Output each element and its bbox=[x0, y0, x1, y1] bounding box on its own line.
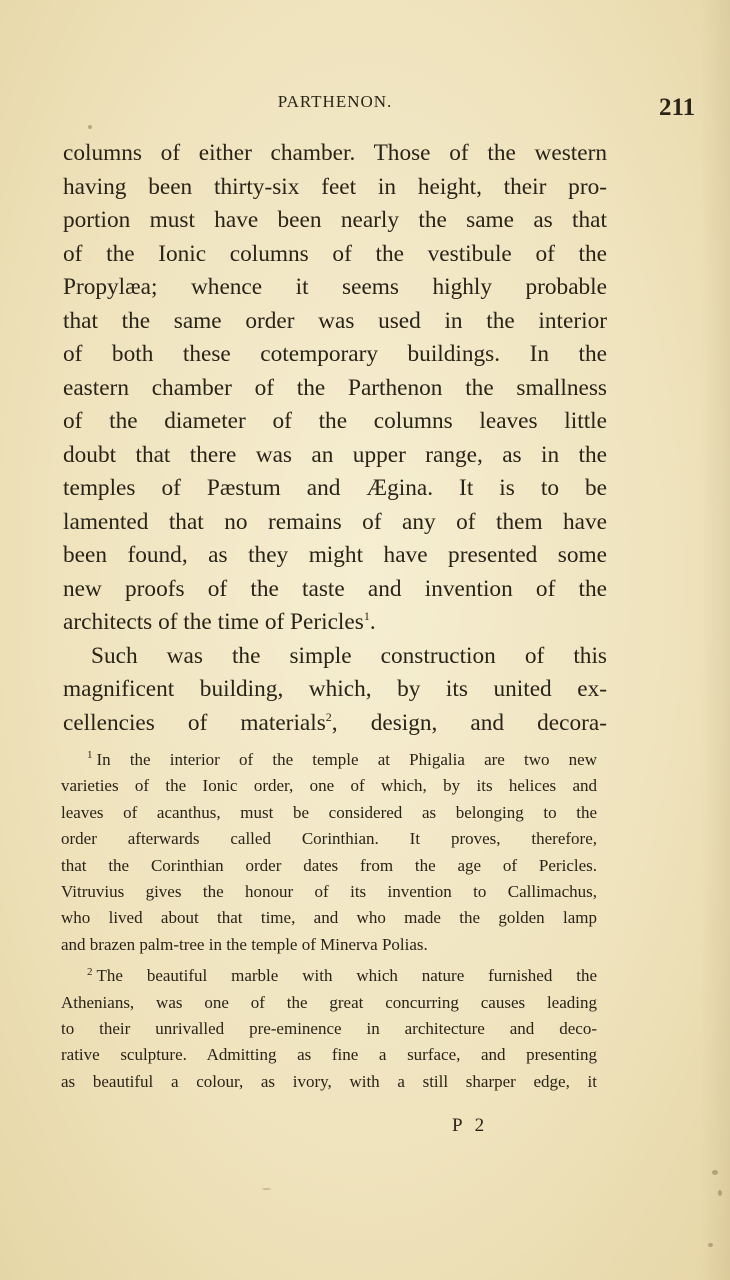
footnote-2 bbox=[61, 963, 597, 1095]
footnote-line: that the Corinthian order dates from the age of Pericles. bbox=[61, 855, 597, 875]
body-line: been found, as they might have presented some bbox=[63, 542, 607, 568]
body-line: of the diameter of the columns leaves little bbox=[63, 408, 607, 434]
footnote-line: to their unrivalled pre-eminence in architecture and deco- bbox=[61, 1019, 597, 1039]
paper-speck bbox=[708, 1243, 713, 1247]
body-line: that the same order was used in the interior bbox=[63, 307, 607, 334]
body-line: of the Ionic columns of the vestibule of the bbox=[63, 240, 607, 267]
footnote-line: Vitruvius gives the honour of its invention to Callimachus, bbox=[61, 882, 597, 902]
body-line: having been thirty-six feet in height, their pro- bbox=[63, 173, 607, 200]
footnote-reference-1: 1 bbox=[363, 609, 370, 624]
footnote-text: The beautiful marble with which nature furnished the bbox=[96, 966, 597, 986]
paper-speck bbox=[712, 1170, 718, 1175]
body-line-text: architects of the time of Pericles bbox=[63, 609, 364, 635]
footnote-line: order afterwards called Corinthian. It proves, therefore, bbox=[61, 829, 597, 849]
paper-speck bbox=[88, 125, 92, 129]
body-line: lamented that no remains of any of them have bbox=[63, 508, 607, 535]
footnote-line: who lived about that time, and who made the golden lamp bbox=[61, 908, 597, 928]
footnote-line: rative sculpture. Admitting as fine a surface, and presenting bbox=[61, 1045, 597, 1065]
body-line: columns of either chamber. Those of the western bbox=[63, 140, 607, 166]
body-line-paragraph-start: Such was the simple construction of this bbox=[91, 642, 607, 669]
body-line-period: . bbox=[369, 609, 376, 635]
body-line: portion must have been nearly the same as that bbox=[63, 207, 607, 233]
body-line: doubt that there was an upper range, as in the bbox=[63, 441, 607, 468]
footnote-line: varieties of the Ionic order, one of which, by its helices and bbox=[61, 776, 597, 796]
footnote-line bbox=[61, 963, 597, 989]
footnote-line: Athenians, was one of the great concurring causes leading bbox=[61, 992, 597, 1012]
page-number: 211 bbox=[659, 94, 696, 121]
footnote-text: In the interior of the temple at Phigalia are two new bbox=[96, 750, 597, 769]
body-line: temples of Pæstum and Ægina. It is to be bbox=[63, 475, 607, 501]
footnote-1 bbox=[61, 747, 597, 958]
body-line: eastern chamber of the Parthenon the smallness bbox=[63, 374, 607, 401]
body-text bbox=[63, 137, 607, 740]
paper-speck bbox=[718, 1190, 722, 1196]
body-line-text: , design, and decora- bbox=[331, 709, 607, 736]
paper-speck bbox=[262, 1188, 271, 1190]
footnote-marker: 2 bbox=[87, 965, 93, 978]
signature-mark: P 2 bbox=[452, 1115, 489, 1136]
body-line: new proofs of the taste and invention of the bbox=[63, 575, 607, 602]
footnote-reference-2: 2 bbox=[325, 709, 332, 724]
footnote-marker: 1 bbox=[87, 749, 93, 762]
body-line bbox=[63, 707, 607, 741]
body-line-paragraph-end bbox=[63, 606, 607, 640]
body-line: magnificent building, which, by its united ex- bbox=[63, 676, 607, 702]
footnote-line: as beautiful a colour, as ivory, with a still sharper edge, it bbox=[61, 1071, 597, 1091]
footnote-line bbox=[61, 747, 597, 773]
footnotes bbox=[61, 747, 597, 1100]
running-head: PARTHENON. bbox=[277, 92, 393, 111]
footnote-line: and brazen palm-tree in the temple of Minerva Polias. bbox=[61, 934, 428, 954]
body-line: of both these cotemporary buildings. In the bbox=[63, 341, 607, 367]
body-line: Propylæa; whence it seems highly probable bbox=[63, 274, 607, 300]
page-edge-shadow bbox=[700, 0, 730, 1280]
footnote-line: leaves of acanthus, must be considered as belonging to the bbox=[61, 802, 597, 822]
body-line-text: cellencies of materials bbox=[63, 709, 326, 736]
